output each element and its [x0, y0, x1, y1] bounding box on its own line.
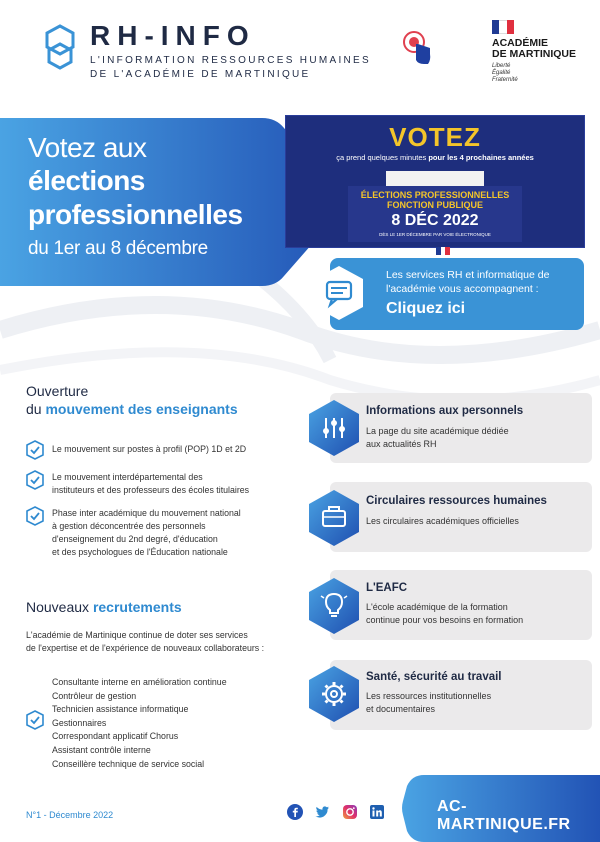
vote-subtitle-plain: ça prend quelques minutes [336, 153, 429, 162]
mouvement-title [26, 382, 238, 418]
vote-poster[interactable] [285, 115, 585, 248]
card-desc-line-2: et documentaires [366, 704, 436, 714]
mouvement-item-2-line-1: Le mouvement interdépartemental des [52, 472, 203, 482]
facebook-icon[interactable] [287, 804, 303, 820]
card-title: L'EAFC [366, 582, 408, 594]
mouvement-item-3-line-4: et des psychologues de l'Éducation nationale [52, 547, 228, 557]
recrutements-list [52, 676, 292, 771]
lightbulb-icon [306, 576, 362, 636]
election-label-line-1: ÉLECTIONS PROFESSIONNELLES [360, 190, 510, 200]
click-here-link[interactable]: Cliquez ici [386, 300, 466, 317]
briefcase-icon [306, 488, 362, 548]
recrutements-title [26, 598, 182, 616]
recrutements-title-bold: recrutements [92, 599, 182, 615]
check-shield-icon [26, 506, 44, 526]
card-title: Santé, sécurité au travail [366, 671, 502, 683]
list-item: Consultante interne en amélioration continue [52, 677, 227, 687]
card-description [366, 601, 586, 627]
academy-name-line-2: DE MARTINIQUE [492, 48, 576, 60]
list-item: Contrôleur de gestion [52, 690, 137, 701]
chat-icon [312, 264, 366, 322]
list-item: Assistant contrôle interne [52, 744, 151, 755]
list-item: Conseillère technique de service social [52, 758, 205, 769]
subtitle-line-1: L'INFORMATION RESSOURCES HUMAINES [90, 55, 371, 66]
click-hand-icon [402, 30, 432, 66]
motto-fraternite: Fraternité [492, 77, 518, 83]
card-desc-line-1: L'école académique de la formation [366, 602, 508, 612]
hero-dates: du 1er au 8 décembre [28, 238, 208, 259]
academy-name [492, 38, 592, 60]
rh-info-hexagon-logo [44, 24, 76, 72]
hero-line-2: élections [28, 165, 145, 196]
card-desc-line-2: aux actualités RH [366, 439, 437, 449]
twitter-icon[interactable] [314, 804, 330, 820]
hero-line-3: professionnelles [28, 199, 243, 230]
card-description [366, 425, 586, 451]
election-label [286, 190, 584, 210]
mouvement-title-prefix: du [26, 401, 46, 417]
mouvement-item [26, 440, 296, 460]
recrutements-intro-line-1: L'académie de Martinique continue de doter ses services [26, 630, 248, 640]
hero-headline [28, 132, 243, 262]
republic-motto [492, 63, 592, 84]
recrutements-intro [26, 629, 326, 655]
motto-liberte: Liberté [492, 63, 511, 69]
mouvement-item-2-line-2: instituteurs et des professeurs des écoles titulaires [52, 485, 250, 495]
card-title: Informations aux personnels [366, 405, 524, 417]
callout-text [386, 268, 582, 296]
vote-subtitle [286, 153, 584, 162]
list-item: Correspondant applicatif Chorus [52, 731, 179, 742]
card-title: Circulaires ressources humaines [366, 495, 547, 507]
newsletter-title: RH-INFO [90, 20, 256, 51]
french-flag-icon [492, 20, 514, 34]
card-description [366, 515, 586, 528]
callout-line-1: Les services RH et informatique de [386, 269, 550, 281]
motto-egalite: Égalité [492, 70, 511, 76]
check-shield-icon [26, 710, 44, 730]
mouvement-item-3-line-1: Phase inter académique du mouvement national [52, 508, 241, 518]
vote-subtitle-bold: pour les 4 prochaines années [428, 153, 534, 162]
mouvement-item-3-line-3: d'enseignement du 2nd degré, d'éducation [52, 534, 218, 544]
check-shield-icon [26, 470, 44, 490]
check-shield-icon [26, 440, 44, 460]
sliders-icon [306, 398, 362, 458]
mouvement-title-line-2 [26, 400, 238, 418]
card-desc-line-2: continue pour vos besoins en formation [366, 615, 524, 625]
issue-number: N°1 - Décembre 2022 [26, 810, 114, 820]
newsletter-subtitle [90, 54, 371, 82]
academy-name-line-1: ACADÉMIE [492, 37, 549, 49]
card-desc-line-1: Les ressources institutionnelles [366, 691, 492, 701]
recrutements-title-prefix: Nouveaux [26, 599, 93, 615]
vote-title: VOTEZ [389, 122, 481, 152]
card-desc-line-1: Les circulaires académiques officielles [366, 516, 519, 526]
mouvement-item-1-line-1: Le mouvement sur postes à profil (POP) 1D et 2D [52, 444, 247, 454]
website-link[interactable]: AC-MARTINIQUE.FR [437, 798, 571, 833]
mouvement-item [26, 506, 296, 559]
list-item: Gestionnaires [52, 717, 107, 728]
linkedin-icon[interactable] [369, 804, 385, 820]
hero-line-1: Votez aux [28, 132, 147, 163]
election-date: 8 DÉC 2022 [391, 212, 479, 229]
card-desc-line-1: La page du site académique dédiée [366, 426, 509, 436]
callout-line-2: l'académie vous accompagnent : [386, 283, 539, 295]
card-description [366, 690, 586, 716]
mouvement-item [26, 470, 296, 497]
academy-logo [492, 20, 592, 84]
list-item: Technicien assistance informatique [52, 704, 189, 715]
mouvement-title-bold: mouvement des enseignants [45, 401, 238, 417]
instagram-icon[interactable] [342, 804, 358, 820]
mouvement-title-line-1: Ouverture [26, 383, 89, 399]
subtitle-line-2: DE L'ACADÉMIE DE MARTINIQUE [90, 69, 311, 80]
poster-flag-icon [436, 247, 450, 255]
gear-icon [306, 664, 362, 724]
recrutements-intro-line-2: de l'expertise et de l'expérience de nouveaux collaborateurs : [26, 643, 265, 653]
election-small-print: DÈS LE 1ER DÉCEMBRE PAR VOIE ÉLECTRONIQUE [379, 232, 491, 237]
mouvement-item-3-line-2: à gestion déconcentrée des personnels [52, 521, 206, 531]
election-label-line-2: FONCTION PUBLIQUE [387, 200, 483, 210]
